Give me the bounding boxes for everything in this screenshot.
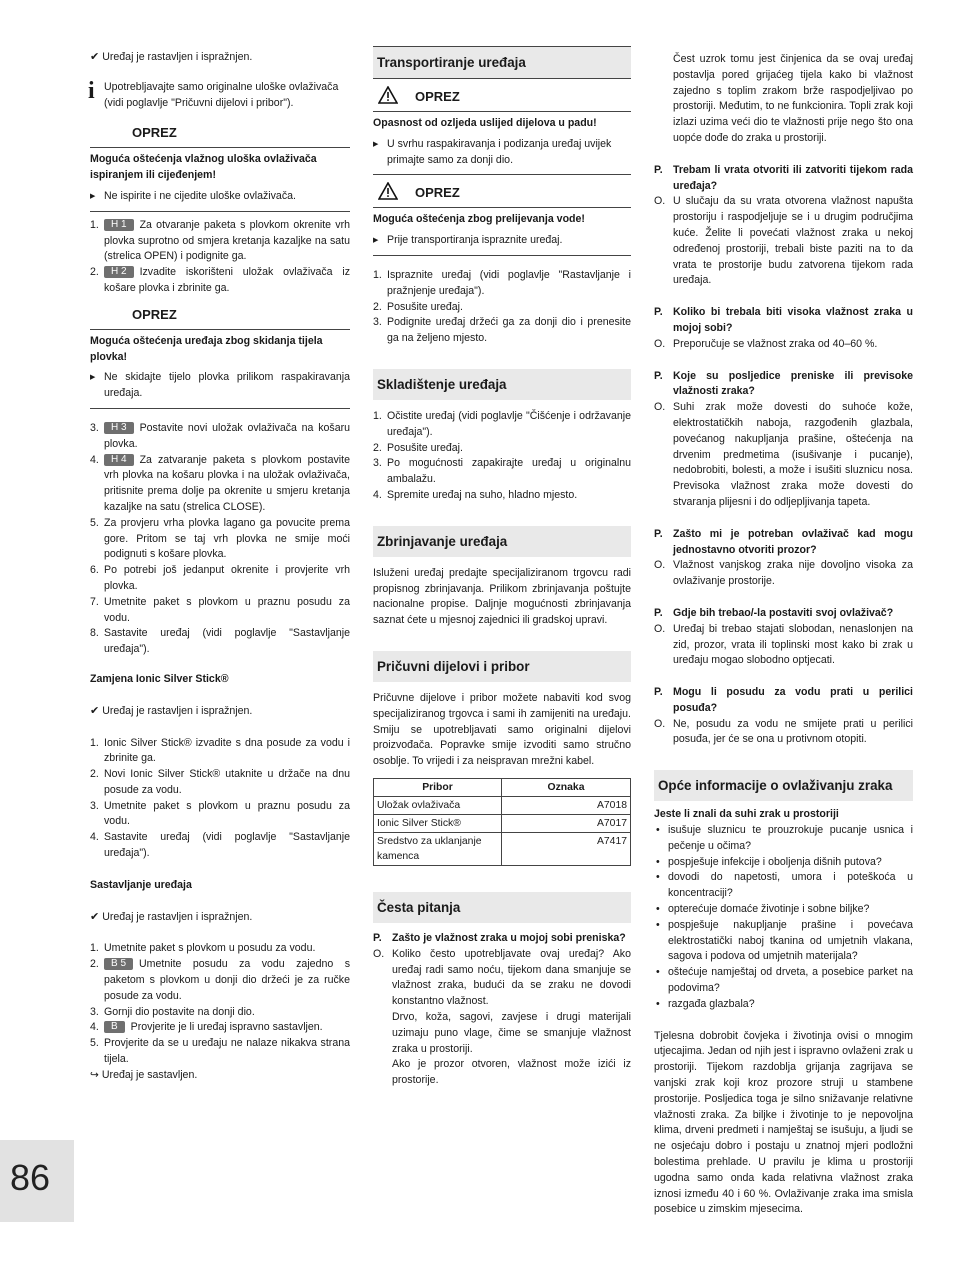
section-heading: Opće informacije o ovlaživanju zraka xyxy=(654,770,913,801)
list-item: 2. B 5 Umetnite posudu za vodu zajedno s paketom s plovkom u donji dio držeći je za ručke posude za vodu. xyxy=(90,958,350,1002)
caution-headline: Moguća oštećenja uređaja zbog skidanja tijela plovka! xyxy=(90,334,323,363)
caution-header: OPREZ xyxy=(132,125,177,141)
body-text: Pričuvne dijelove i pribor možete nabaviti kod svog specijaliziranog trgovca i sami ih zamijeniti na uređaju. Smiju se upotrebljavati samo originalni dijelovi proizvođača. Popravke smije izvoditi samo stručno osoblje. To vrijedi i za neispravan mrežni kabel. xyxy=(373,691,631,768)
bullet-item: • pospješuje nakupljanje prašine i povećava elektrostatički naboj tkanina od umjetnih vlakana, sagova i podova od umjetnih materijala? xyxy=(654,918,913,965)
faq-answer: O. U slučaju da su vrata otvorena vlažnost napušta prostoriju i raspodjeljuje se i u drugim područjima kuće. Želite li povećati vlažnost zraka u nekoj određenoj prostoriji, trebali biste paziti na to da vrata te prostorije budu zatvorena tijekom rada uređaja. xyxy=(654,195,913,287)
faq-answer: O. Ne, posudu za vodu ne smijete prati u perilici posuđa, jer će se ona u protivnom otopiti. xyxy=(654,717,913,746)
list-item: 3. Podignite uređaj držeći ga za donji dio i prenesite ga na željeno mjesto. xyxy=(373,316,631,345)
parts-table xyxy=(373,778,631,866)
list-item: 8. Sastavite uređaj (vidi poglavlje "Sastavljanje uređaja"). xyxy=(90,627,350,656)
info-icon: i xyxy=(88,77,95,104)
bullet-item: • razgađa glazbala? xyxy=(654,997,913,1013)
table-header: Oznaka xyxy=(502,778,631,796)
info-note: i Upotrebljavajte samo originalne uloške ovlaživača (vidi poglavlje "Pričuvni dijelovi i pribor"). xyxy=(88,77,339,109)
faq-question: P. Gdje bih trebao/-la postaviti svoj ovlaživač? xyxy=(654,606,894,619)
table-row: Uložak ovlaživača A7018 xyxy=(374,796,631,814)
list-item: 1. H 1 Za otvaranje paketa s plovkom okrenite vrh plovka suprotno od smjera kretanja kazaljke na satu (strelica OPEN) i podignite ga. xyxy=(90,218,350,263)
step-list xyxy=(373,268,631,347)
caution-header: OPREZ xyxy=(373,179,631,207)
faq-question: P. Zašto mi je potreban ovlaživač kad mogu jednostavno otvoriti prozor? xyxy=(654,527,913,556)
section-heading: Transportiranje uređaja xyxy=(373,47,631,78)
faq-question: P. Zašto je vlažnost zraka u mojoj sobi preniska? xyxy=(373,931,626,944)
list-item: 3. Umetnite paket s plovkom u praznu posudu za vodu. xyxy=(90,799,350,828)
faq-list xyxy=(654,163,913,749)
column-right xyxy=(654,46,913,1218)
list-item: 3. Gornji dio postavite na donji dio. xyxy=(90,1005,255,1018)
list-item: 2. Novi Ionic Silver Stick® utaknite u držače na dnu posude za vodu. xyxy=(90,768,350,796)
list-item: 5. Provjerite da se u uređaju ne nalaze nikakva strana tijela. xyxy=(90,1037,350,1066)
result-note: ↪ Uređaj je sastavljen. xyxy=(90,1068,350,1084)
faq-question: P. Mogu li posudu za vodu prati u perilici posuđa? xyxy=(654,686,913,714)
bullet-item: • opterećuje domaće životinje i sobne biljke? xyxy=(654,902,913,918)
section-subheading: Zamjena Ionic Silver Stick® xyxy=(90,672,229,685)
figure-ref-badge: H 1 xyxy=(104,219,134,231)
list-item: 1. Umetnite paket s plovkom u posudu za vodu. xyxy=(90,942,316,955)
page-number: 86 xyxy=(10,1157,51,1198)
list-item: 3. H 3 Postavite novi uložak ovlaživača na košaru plovka. xyxy=(90,421,350,450)
section-subheading: Jeste li znali da suhi zrak u prostoriji xyxy=(654,808,839,821)
figure-ref-badge: B xyxy=(104,1021,125,1033)
caution-item: ▶ Prije transportiranja ispraznite uređaj. xyxy=(373,233,631,249)
caution-header: OPREZ xyxy=(373,83,631,111)
bullet-item: • dovodi do napetosti, umora i poteškoća u koncentraciji? xyxy=(654,870,913,902)
faq-answer: O. Suhi zrak može dovesti do suhoće kože, elektrostatičkih naboja, razgođenih glazbala, povećanog nakupljanja prašine, oštećenja na drvenim predmetima (isušivanje i pucanje), nedobrobiti, bolesti, a može i isušiti sluznicu nosa. Previsoka vlažnost zraka može dovesti do stvaranja plijesni i do odljepljivanja tapeta. xyxy=(654,401,913,508)
faq-question: P. Koliko bi trebala biti visoka vlažnost zraka u mojoj sobi? xyxy=(654,306,913,334)
list-item: 4. Spremite uređaj na suho, hladno mjesto. xyxy=(373,488,578,501)
table-row: Sredstvo za uklanjanje kamenca A7417 xyxy=(374,832,631,865)
bullet-item: • oštećuje namještaj od drveta, a posebice parket na podovima? xyxy=(654,965,913,997)
step-list xyxy=(90,421,350,658)
section-heading: Skladištenje uređaja xyxy=(373,369,631,400)
section-subheading: Sastavljanje uređaja xyxy=(90,878,192,891)
figure-ref-badge: H 3 xyxy=(104,422,134,434)
caution-item: ▶ Ne skidajte tijelo plovka prilikom raspakiravanja uređaja. xyxy=(90,370,350,402)
step-list xyxy=(373,409,631,504)
caution-item: ▶ Ne ispirite i ne cijedite uloške ovlaživača. xyxy=(90,189,350,205)
precondition-check: ✔ Uređaj je rastavljen i ispražnjen. xyxy=(90,910,350,926)
list-item: 2. H 2 Izvadite iskorišteni uložak ovlaživača iz košare plovka i zbrinite ga. xyxy=(90,266,350,294)
page-number-box xyxy=(0,1140,74,1222)
faq-answer: O. Koliko često upotrebljavate ovaj uređaj? Ako uređaj radi samo noću, tijekom dana smanjuje se vlažnost zraka, budući da se zraku ne dovodi konstantno vlažnost. Drvo, koža, sagovi, zavjese i drugi materijali uzimaju puno vlage, čime se smanjuje vlažnost zraka u prostoriji. Ako je prozor otvoren, vlažnost može izići iz prostorije. xyxy=(373,947,631,1087)
warning-icon xyxy=(373,86,403,108)
list-item: 4. B Provjerite je li uređaj ispravno sastavljen. xyxy=(90,1021,323,1034)
warning-icon xyxy=(373,182,403,204)
table-row: Ionic Silver Stick® A7017 xyxy=(374,814,631,832)
faq-answer-continued: Čest uzrok tomu jest činjenica da se ovaj uređaj postavlja pored grijaćeg tijela kako bi vlažnost zajedno s toplim zrakom brže raspodjeljivao po prostoriji. Međutim, to ne funkcionira. Topli zrak koji izlazi uzima veći dio te vlažnosti prije nego što ona uopće dođe do zraka u prostoriji. xyxy=(673,53,913,144)
bullet-item: • isušuje sluznicu te prouzrokuje pucanje usnica i pečenje u očima? xyxy=(654,823,913,855)
column-middle xyxy=(373,46,631,1089)
precondition-check: ✔ Uređaj je rastavljen i ispražnjen. xyxy=(90,50,350,66)
list-item: 1. Ionic Silver Stick® izvadite s dna posude za vodu i zbrinite ga. xyxy=(90,736,350,765)
step-list xyxy=(90,736,350,862)
list-item: 1. Ispraznite uređaj (vidi poglavlje "Rastavljanje i pražnjenje uređaja"). xyxy=(373,268,631,297)
table-header: Pribor xyxy=(374,778,502,796)
caution-headline: Moguća oštećenja zbog prelijevanja vode! xyxy=(373,213,585,226)
list-item: 5. Za provjeru vrha plovka lagano ga povucite prema gore. Pritom se taj vrh plovka ne smije moći podignuti s košare plovka. xyxy=(90,516,350,561)
caution-item: ▶ U svrhu raspakiravanja i podizanja uređaj uvijek primajte samo za donji dio. xyxy=(373,137,631,169)
body-text: Tjelesna dobrobit čovjeka i životinja ovisi o mnogim utjecajima. Jedan od njih jest i ispravno ovlaženi zrak u prostoriji. Tijekom razdoblja grijanja zagrijava se vanjski zrak koji kroz prozore struji u stambene prostorije. Posljedica toga je silno snižavanje relativne vlažnosti zraka. Za biljke i životinje to je nepovoljna klima, drveni predmeti i namještaj se isušuju, a ljudi se ne osjećaju dobro i postaju u znatnoj mjeri podložni bolestima prehlade. U pravilu je klima u prostoriji ugodna samo onda kada relativna vlažnost zraka iznosi između 40 i 60 %. Ovlaživanje zraka ima smisla posebice u zimskim mjesecima. xyxy=(654,1029,913,1216)
figure-ref-badge: B 5 xyxy=(104,958,133,970)
faq-answer: O. Preporučuje se vlažnost zraka od 40–60 %. xyxy=(654,337,878,350)
list-item: 2. Posušite uređaj. xyxy=(373,300,463,313)
list-item: 4. Sastavite uređaj (vidi poglavlje "Sastavljanje uređaja"). xyxy=(90,831,350,860)
list-item: 2. Posušite uređaj. xyxy=(373,441,463,454)
caution-headline: Opasnost od ozljeda uslijed dijelova u padu! xyxy=(373,117,597,129)
bullet-list xyxy=(654,823,913,1013)
section-heading: Zbrinjavanje uređaja xyxy=(373,526,631,557)
list-item: 4. H 4 Za zatvaranje paketa s plovkom postavite vrh plovka na košaru plovka i na uložak ovlaživača, pritisnite prema dolje pa okrenite u smjeru kretanja kazaljke na satu (strelica CLOSE). xyxy=(90,453,350,513)
section-heading: Pričuvni dijelovi i pribor xyxy=(373,651,631,682)
step-list xyxy=(90,941,350,1067)
caution-header: OPREZ xyxy=(132,306,177,322)
faq-answer: O. Uređaj bi trebao stajati slobodan, nenaslonjen na zid, prozor, vrata ili toplinski most kako bi zrak u uređaju mogao slobodno optjecati. xyxy=(654,622,913,667)
precondition-check: ✔ Uređaj je rastavljen i ispražnjen. xyxy=(90,704,350,720)
faq-answer: O. Vlažnost vanjskog zraka nije dovoljno visoka za ovlaživanje prostorije. xyxy=(654,559,913,588)
figure-ref-badge: H 4 xyxy=(104,454,134,466)
faq-question: P. Koje su posljedice preniske ili previsoke vlažnosti zraka? xyxy=(654,369,913,398)
step-list xyxy=(90,218,350,297)
body-text: Isluženi uređaj predajte specijaliziranom trgovcu radi propisnog zbrinjavanja. Prilikom zbrinjavanja poštujte nacionalne propise. Daljnje mogućnosti zbrinjavanja saznat ćete u mjesnoj zajednici ili gradskoj upravi. xyxy=(373,566,631,627)
faq-question: P. Trebam li vrata otvoriti ili zatvoriti tijekom rada uređaja? xyxy=(654,163,913,192)
column-left xyxy=(90,46,350,1084)
list-item: 7. Umetnite paket s plovkom u praznu posudu za vodu. xyxy=(90,595,350,624)
bullet-item: • pospješuje infekcije i oboljenja dišnih putova? xyxy=(654,855,913,871)
caution-headline: Moguća oštećenja vlažnog uloška ovlaživača ispiranjem ili cijeđenjem! xyxy=(90,153,317,182)
list-item: 1. Očistite uređaj (vidi poglavlje "Čišćenje i održavanje uređaja"). xyxy=(373,409,631,438)
list-item: 6. Po potrebi još jedanput okrenite i provjerite vrh plovka. xyxy=(90,564,350,592)
section-heading: Česta pitanja xyxy=(373,892,631,923)
figure-ref-badge: H 2 xyxy=(104,266,134,278)
list-item: 3. Po mogućnosti zapakirajte uređaj u originalnu ambalažu. xyxy=(373,457,631,486)
